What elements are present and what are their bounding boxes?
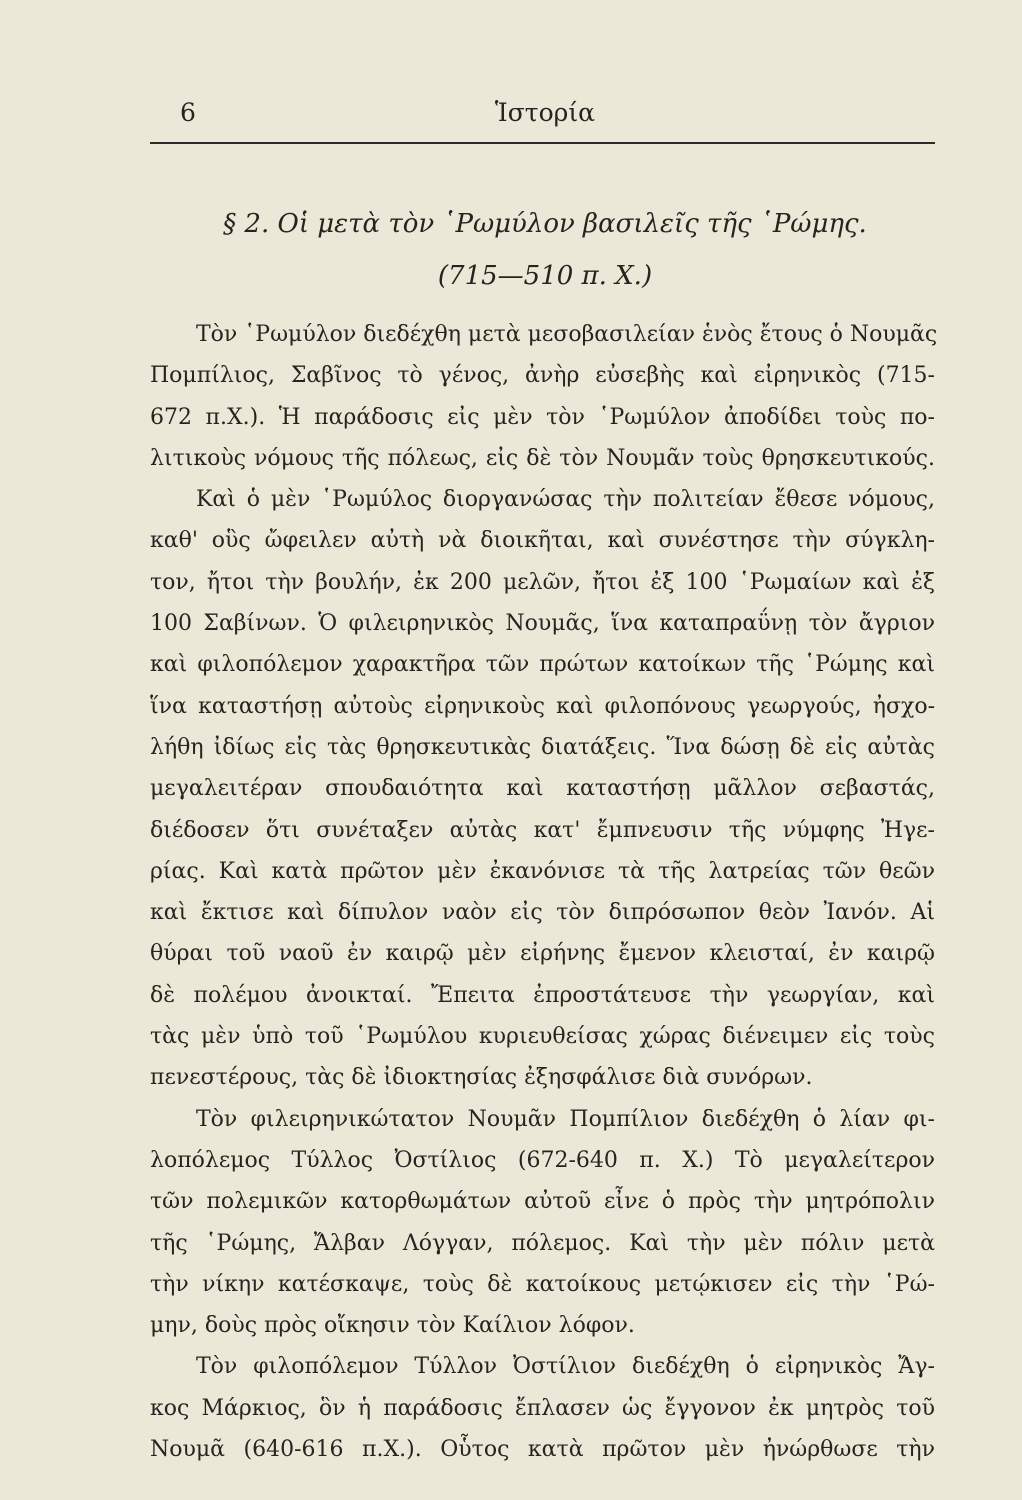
section-title: § 2. Οἱ μετὰ τὸν ῾Ρωμύλον βασιλεῖς τῆς ῾Ρώμης. [223, 209, 867, 239]
text-line: Πομπίλιος, Σαβῖνος τὸ γένος, ἀνὴρ εὐσεβὴς καὶ εἰρηνικὸς (715- [150, 363, 935, 389]
text-line: διέδοσεν ὅτι συνέταξεν αὐτὰς κατ' ἔμπνευσιν τῆς νύμφης Ἠγε- [150, 817, 935, 843]
text-line: μην, δοὺς πρὸς οἴκησιν τὸν Καίλιον λόφον. [150, 1313, 635, 1339]
text-line: Νουμᾶ (640-616 π.Χ.). Οὗτος κατὰ πρῶτον μὲν ἠνώρθωσε τὴν [150, 1437, 935, 1463]
text-line: μεγαλειτέραν σπουδαιότητα καὶ καταστήσῃ μᾶλλον σεβαστάς, [150, 776, 935, 802]
text-line: 100 Σαβίνων. Ὁ φιλειρηνικὸς Νουμᾶς, ἵνα καταπραΰνῃ τὸν ἄγριον [150, 611, 935, 637]
body-text [150, 314, 938, 1470]
text-line: Τὸν ῾Ρωμύλον διεδέχθη μετὰ μεσοβασιλείαν ἑνὸς ἔτους ὁ Νουμᾶς [196, 322, 938, 347]
text-line: πενεστέρους, τὰς δὲ ἰδιοκτησίας ἐξησφάλισε διὰ συνόρων. [150, 1065, 813, 1091]
text-line: λιτικοὺς νόμους τῆς πόλεως, εἰς δὲ τὸν Νουμᾶν τοὺς θρησκευτικούς. [150, 445, 935, 471]
section-dates: (715—510 π. Χ.) [437, 261, 653, 291]
text-line: Τὸν φιλοπόλεμον Τύλλον Ὀστίλιον διεδέχθη ὁ εἰρηνικὸς Ἄγ- [196, 1354, 935, 1380]
text-line: κος Μάρκιος, ὃν ἡ παράδοσις ἔπλασεν ὡς ἔγγονον ἐκ μητρὸς τοῦ [150, 1395, 935, 1421]
text-line: λήθη ἰδίως εἰς τὰς θρησκευτικὰς διατάξεις. Ἵνα δώσῃ δὲ εἰς αὐτὰς [150, 734, 935, 760]
text-line: τῶν πολεμικῶν κατορθωμάτων αὐτοῦ εἶνε ὁ πρὸς τὴν μητρόπολιν [150, 1189, 935, 1215]
text-line: καθ' οὓς ὤφειλεν αὐτὴ νὰ διοικῆται, καὶ συνέστησε τὴν σύγκλη- [150, 528, 935, 554]
header-rule [150, 142, 935, 144]
page-number: 6 [180, 98, 196, 127]
text-line: δὲ πολέμου ἀνοικταί. Ἔπειτα ἐπροστάτευσε τὴν γεωργίαν, καὶ [150, 982, 935, 1008]
text-line: καὶ φιλοπόλεμον χαρακτῆρα τῶν πρώτων κατοίκων τῆς ῾Ρώμης καὶ [150, 652, 935, 678]
text-line: ρίας. Καὶ κατὰ πρῶτον μὲν ἐκανόνισε τὰ τῆς λατρείας τῶν θεῶν [150, 858, 935, 884]
text-line: Τὸν φιλειρηνικώτατον Νουμᾶν Πομπίλιον διεδέχθη ὁ λίαν φι- [196, 1106, 935, 1132]
text-line: Καὶ ὁ μὲν ῾Ρωμύλος διοργανώσας τὴν πολιτείαν ἔθεσε νόμους, [196, 487, 935, 513]
running-head [150, 98, 940, 132]
text-line: ἵνα καταστήσῃ αὐτοὺς εἰρηνικοὺς καὶ φιλοπόνους γεωργούς, ἠσχο- [150, 693, 935, 719]
text-line: τῆς ῾Ρώμης, Ἄλβαν Λόγγαν, πόλεμος. Καὶ τὴν μὲν πόλιν μετὰ [150, 1230, 935, 1256]
text-line: θύραι τοῦ ναοῦ ἐν καιρῷ μὲν εἰρήνης ἔμενον κλεισταί, ἐν καιρῷ [150, 941, 935, 967]
text-line: καὶ ἔκτισε καὶ δίπυλον ναὸν εἰς τὸν διπρόσωπον θεὸν Ἰανόν. Αἱ [150, 900, 935, 926]
section-heading [150, 198, 940, 302]
text-line: τὰς μὲν ὑπὸ τοῦ ῾Ρωμύλου κυριευθείσας χώρας διένειμεν εἰς τοὺς [150, 1024, 935, 1050]
text-line: λοπόλεμος Τύλλος Ὀστίλιος (672-640 π. Χ.) Τὸ μεγαλείτερον [150, 1147, 935, 1173]
text-line: τον, ἤτοι τὴν βουλήν, ἐκ 200 μελῶν, ἤτοι ἐξ 100 ῾Ρωμαίων καὶ ἐξ [150, 569, 935, 595]
text-line: τὴν νίκην κατέσκαψε, τοὺς δὲ κατοίκους μετῴκισεν εἰς τὴν ῾Ρώ- [150, 1271, 935, 1297]
text-line: 672 π.Χ.). Ἡ παράδοσις εἰς μὲν τὸν ῾Ρωμύλον ἀποδίδει τοὺς πο- [150, 404, 935, 430]
running-title: Ἱστορία [494, 98, 596, 127]
